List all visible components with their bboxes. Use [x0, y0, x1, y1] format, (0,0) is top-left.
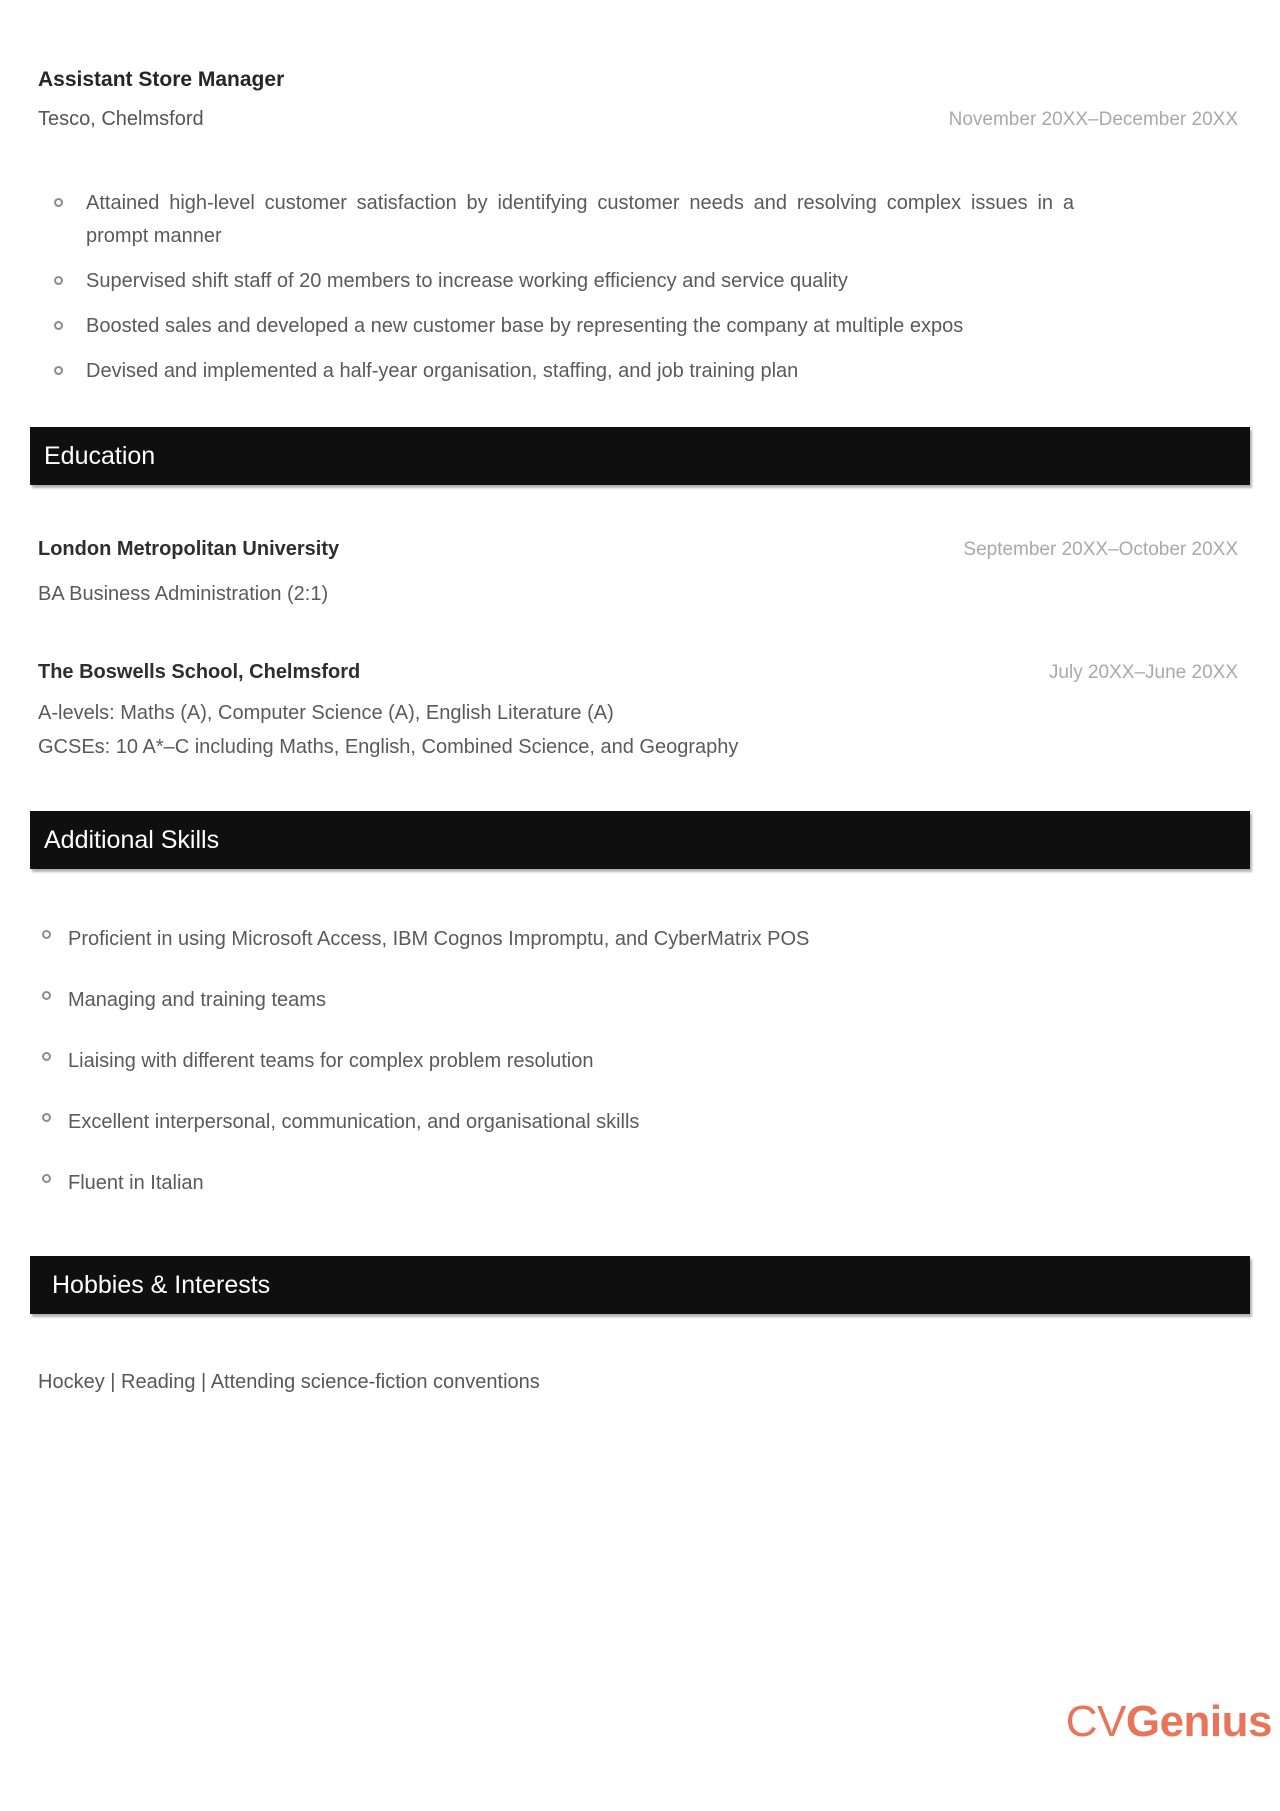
bullet-icon — [54, 366, 63, 375]
section-header-skills — [30, 811, 1250, 869]
skills-list — [42, 923, 1250, 1200]
job-title: Assistant Store Manager — [38, 68, 285, 91]
experience-dates: November 20XX–December 20XX — [948, 109, 1238, 130]
bullet-icon — [42, 991, 51, 1000]
bullet-text: Supervised shift staff of 20 members to increase working efficiency and service quality — [86, 270, 848, 292]
list-item — [42, 984, 1250, 1017]
experience-bullet-list — [54, 187, 1074, 388]
list-item — [54, 355, 1074, 388]
education-entry — [30, 661, 1250, 764]
section-title: Additional Skills — [44, 825, 220, 854]
list-item — [42, 923, 1250, 956]
bullet-text: Attained high-level customer satisfaction by identifying customer needs and resolving complex issues in a prompt manner — [86, 192, 1074, 247]
a-levels-line: A-levels: Maths (A), Computer Science (A), English Literature (A) — [38, 702, 614, 724]
bullet-text: Boosted sales and developed a new customer base by representing the company at multiple expos — [86, 315, 964, 337]
list-item — [54, 265, 1074, 298]
school-name: London Metropolitan University — [38, 538, 340, 560]
section-title: Education — [44, 441, 156, 470]
list-item — [42, 1045, 1250, 1078]
gcse-line: GCSEs: 10 A*–C including Maths, English, Combined Science, and Geography — [38, 736, 739, 758]
list-item — [42, 1106, 1250, 1139]
skill-text: Liaising with different teams for complex problem resolution — [68, 1050, 594, 1072]
cv-content — [0, 68, 1280, 1394]
skill-text: Fluent in Italian — [68, 1172, 204, 1194]
education-entry — [30, 538, 1250, 611]
section-header-hobbies — [30, 1256, 1250, 1314]
bullet-text: Devised and implemented a half-year organisation, staffing, and job training plan — [86, 360, 799, 382]
skill-text: Excellent interpersonal, communication, and organisational skills — [68, 1111, 640, 1133]
school-date-row — [38, 661, 1250, 684]
experience-entry — [30, 68, 1250, 388]
section-header-education — [30, 427, 1250, 485]
qualification-lines — [38, 696, 1250, 764]
logo-genius-text: Genius — [1125, 1697, 1272, 1746]
hobbies-text: Hockey | Reading | Attending science-fiction conventions — [38, 1371, 540, 1393]
logo-cv-text: CV — [1065, 1697, 1126, 1746]
bullet-icon — [42, 930, 51, 939]
school-name: The Boswells School, Chelmsford — [38, 661, 361, 683]
bullet-icon — [42, 1113, 51, 1122]
bullet-icon — [54, 321, 63, 330]
skill-text: Managing and training teams — [68, 989, 326, 1011]
list-item — [42, 1167, 1250, 1200]
company-date-row — [38, 108, 1250, 131]
list-item — [54, 187, 1074, 253]
section-title: Hobbies & Interests — [52, 1270, 271, 1299]
cvgenius-logo — [1066, 1698, 1272, 1746]
bullet-icon — [54, 276, 63, 285]
education-dates: July 20XX–June 20XX — [1048, 662, 1238, 683]
school-date-row — [38, 538, 1250, 561]
bullet-icon — [54, 198, 63, 207]
skill-text: Proficient in using Microsoft Access, IBM Cognos Impromptu, and CyberMatrix POS — [68, 928, 810, 950]
education-dates: September 20XX–October 20XX — [963, 539, 1238, 560]
bullet-icon — [42, 1174, 51, 1183]
bullet-icon — [42, 1052, 51, 1061]
company-name: Tesco, Chelmsford — [38, 108, 204, 130]
degree-line: BA Business Administration (2:1) — [38, 583, 329, 605]
list-item — [54, 310, 1074, 343]
